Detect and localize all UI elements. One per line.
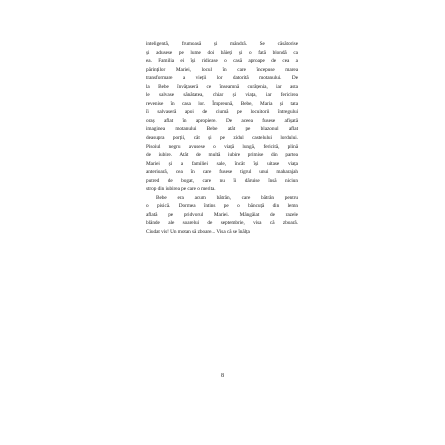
text-line: oraș aflat în apropiere. De aceea fusese afișată bbox=[146, 117, 298, 124]
text-line: anterioară, cea în care fusese tigrul unui maharajah bbox=[146, 169, 298, 176]
text-line: Pisoiul negru avusese o viață lungă, fericită, plină bbox=[146, 143, 298, 150]
paragraph bbox=[146, 194, 298, 237]
text-line: imaginea motanului Bebe atât pe blazonul aflat bbox=[146, 126, 298, 133]
text-line: de iubire. Atât de multă iubire primise din partea bbox=[146, 152, 298, 159]
text-line: le salvase sănătatea, chiar și viața, iar fericirea bbox=[146, 92, 298, 99]
text-line: aflată pe pridvorul Mariei. Mângâiat de razele bbox=[146, 211, 298, 218]
body-text bbox=[146, 40, 298, 237]
text-line: Mariei și a familiei sale, încât își uitase viața bbox=[146, 160, 298, 167]
text-line: blânde ale soarelui de septembrie, visa că zboară. bbox=[146, 220, 298, 227]
text-line: Bebe era acum bătrân, care bătrân pentru bbox=[156, 194, 298, 201]
text-line: părinților Mariei, locul în care începuse marea bbox=[146, 66, 298, 73]
text-line: strop din iubirea pe care o merita. bbox=[146, 186, 216, 193]
text-line: transformare a vieții lor datorită motanului. De bbox=[146, 75, 298, 82]
text-line: Ciudat vis! Un motan să zboare... Visa că se înălța bbox=[146, 229, 250, 236]
paragraph bbox=[146, 40, 298, 194]
text-line: și adusese pe lume doi băieți și o fată blondă ca bbox=[146, 49, 298, 56]
text-line: putred de bogat, care nu îi dăruise însă niciun bbox=[146, 177, 298, 184]
text-line: revenise în casa lor. Împreună, Bebe, Maria și tata bbox=[146, 100, 298, 107]
text-line: la Bebe învățaseră ce înseamnă curățenia, iar asta bbox=[146, 83, 298, 90]
text-line: ea. Familia ei își ridicase o casă aproape de cea a bbox=[146, 58, 298, 65]
text-line: deasupra porții, cât și pe zidul castelului lordului. bbox=[146, 135, 298, 142]
text-line: o pisică. Dormea întins pe o băncuță din lemn bbox=[146, 203, 298, 210]
page-number: 8 bbox=[221, 373, 224, 379]
text-line: inteligentă, frumoasă și mândră. Se căsătorise bbox=[146, 41, 298, 47]
text-line: îi salvaseră apoi de ciumă pe locuitorii întregului bbox=[146, 109, 298, 116]
